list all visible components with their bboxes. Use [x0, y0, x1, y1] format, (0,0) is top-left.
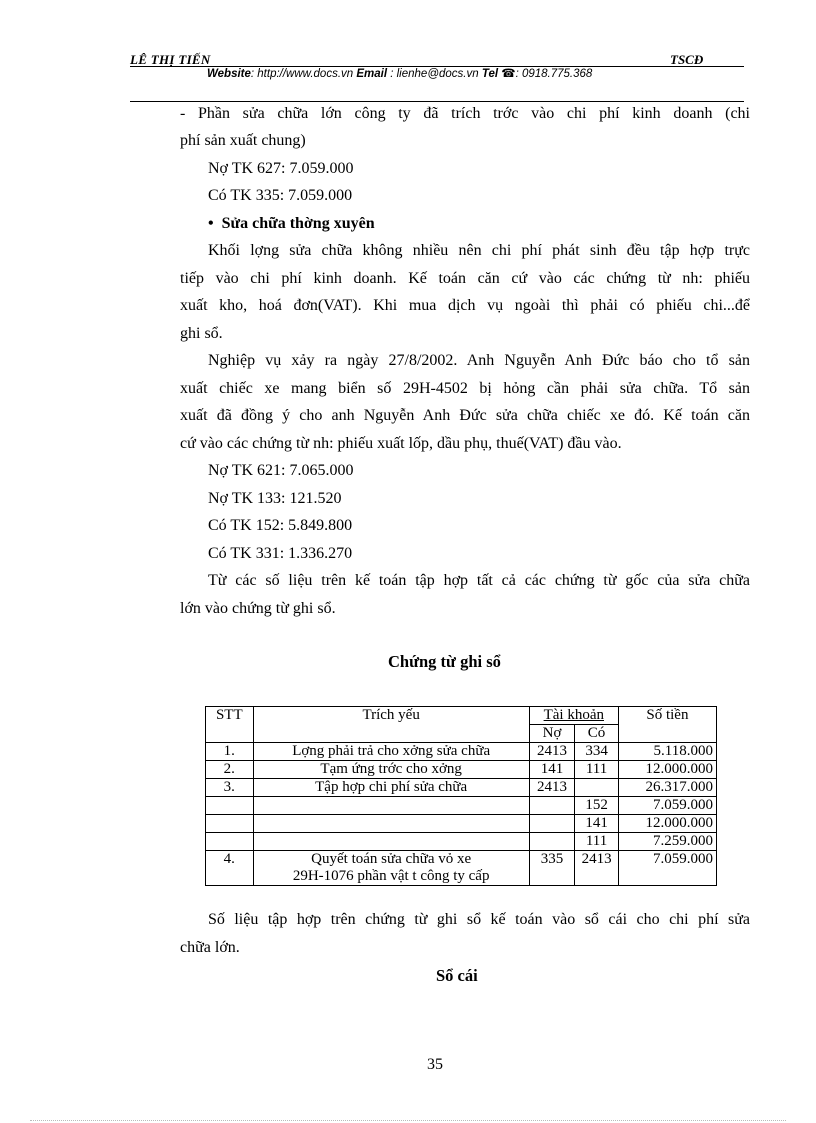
paragraph-line: tiếp vào chi phí kinh doanh. Kế toán căn cứ vào các chứng từ nh: phiếu: [180, 270, 750, 287]
cell-stt: [206, 833, 254, 851]
paragraph-line: cứ vào các chứng từ nh: phiếu xuất lốp, dầu phụ, thuế(VAT) đầu vào.: [180, 435, 622, 452]
cell-description: Tạm ứng trớc cho xởng: [253, 761, 529, 779]
section-title: Sửa chữa thờng xuyên: [221, 215, 375, 232]
paragraph-line: Nghiệp vụ xảy ra ngày 27/8/2002. Anh Nguyễn Anh Đức báo cho tổ sản: [208, 352, 750, 369]
cell-debit: [529, 797, 575, 815]
cell-credit: 111: [575, 761, 619, 779]
table-row: [206, 797, 717, 815]
cell-debit: 2413: [529, 779, 575, 797]
header-account: Tài khoản: [529, 707, 618, 725]
cell-amount: 12.000.000: [618, 761, 716, 779]
table-row: [206, 851, 717, 886]
header-amount: Số tiền: [618, 707, 716, 743]
header-author: LÊ THỊ TIẾN: [130, 52, 211, 67]
website-url[interactable]: : http://www.docs.vn: [250, 68, 354, 80]
cell-debit: 2413: [529, 743, 575, 761]
header-tag: TSCĐ: [670, 52, 704, 67]
page-bottom-border: [30, 1120, 786, 1121]
cell-description: Tập hợp chi phí sửa chữa: [253, 779, 529, 797]
cell-amount: 5.118.000: [618, 743, 716, 761]
header-contact: [207, 66, 592, 80]
table-row: [206, 779, 717, 797]
cell-stt: 1.: [206, 743, 254, 761]
cell-stt: 2.: [206, 761, 254, 779]
paragraph-line: lớn vào chứng từ ghi sổ.: [180, 600, 336, 617]
cell-debit: 335: [529, 851, 575, 886]
cell-credit: 111: [575, 833, 619, 851]
paragraph-line: Từ các số liệu trên kế toán tập hợp tất cả các chứng từ gốc của sửa chữa: [208, 572, 750, 589]
cell-debit: [529, 815, 575, 833]
phone-icon: ☎: [501, 68, 516, 80]
paragraph-line: ghi sổ.: [180, 325, 223, 342]
cell-stt: [206, 797, 254, 815]
cell-description: [253, 815, 529, 833]
header-stt: STT: [206, 707, 254, 743]
cell-amount: 12.000.000: [618, 815, 716, 833]
header-divider-bottom: [130, 101, 744, 102]
cell-amount: 26.317.000: [618, 779, 716, 797]
journal-entry: Nợ TK 627: 7.059.000: [208, 160, 354, 177]
journal-entry: Nợ TK 621: 7.065.000: [208, 462, 354, 479]
ledger-title: Sổ cái: [436, 966, 478, 985]
section-heading: [208, 214, 375, 234]
paragraph-line: xuất chiếc xe mang biển số 29H-4502 bị hỏng cần phải sửa chữa. Tổ sản: [180, 380, 750, 397]
cell-amount: 7.059.000: [618, 851, 716, 886]
tel-label: Tel: [481, 68, 499, 80]
cell-credit: 152: [575, 797, 619, 815]
journal-entry: Có TK 152: 5.849.800: [208, 517, 353, 534]
header-credit: Có: [575, 725, 619, 743]
cell-description: [253, 833, 529, 851]
journal-entry: Có TK 335: 7.059.000: [208, 187, 353, 204]
table-row: [206, 743, 717, 761]
cell-description-line: Quyết toán sửa chữa vỏ xe: [311, 851, 472, 867]
header-debit: Nợ: [529, 725, 575, 743]
cell-amount: 7.259.000: [618, 833, 716, 851]
cell-description-line: 29H-1076 phần vật t công ty cấp: [292, 868, 490, 884]
table-header-row: [206, 707, 717, 725]
cell-stt: 3.: [206, 779, 254, 797]
page-number: 35: [427, 1056, 443, 1073]
cell-debit: [529, 833, 575, 851]
journal-entry: Có TK 331: 1.336.270: [208, 545, 353, 562]
cell-debit: 141: [529, 761, 575, 779]
header-description: Trích yếu: [253, 707, 529, 743]
paragraph-line: phí sản xuất chung): [180, 132, 306, 149]
cell-description: [253, 851, 529, 886]
paragraph-line: chữa lớn.: [180, 939, 240, 956]
cell-stt: 4.: [206, 851, 254, 886]
cell-credit: [575, 779, 619, 797]
cell-amount: 7.059.000: [618, 797, 716, 815]
table-row: [206, 761, 717, 779]
journal-entry: Nợ TK 133: 121.520: [208, 490, 342, 507]
tel-number: : 0918.775.368: [515, 68, 593, 80]
email-address[interactable]: : lienhe@docs.vn: [387, 68, 479, 80]
bullet-icon: •: [208, 215, 214, 232]
paragraph-line: - Phần sửa chữa lớn công ty đã trích trớc vào chi phí kinh doanh (chi: [180, 105, 750, 122]
voucher-table: [205, 706, 717, 886]
table-title: Chứng từ ghi sổ: [388, 652, 501, 671]
website-label: Website: [207, 68, 251, 80]
cell-credit: 141: [575, 815, 619, 833]
cell-description: [253, 797, 529, 815]
cell-credit: 334: [575, 743, 619, 761]
email-label: Email: [356, 68, 388, 80]
table-row: [206, 815, 717, 833]
cell-stt: [206, 815, 254, 833]
table-row: [206, 833, 717, 851]
cell-credit: 2413: [575, 851, 619, 886]
paragraph-line: Số liệu tập hợp trên chứng từ ghi sổ kế toán vào sổ cái cho chi phí sửa: [208, 911, 750, 928]
paragraph-line: xuất đã đồng ý cho anh Nguyễn Anh Đức sửa chữa chiếc xe đó. Kế toán căn: [180, 407, 750, 424]
cell-description: Lợng phải trả cho xởng sửa chữa: [253, 743, 529, 761]
paragraph-line: xuất kho, hoá đơn(VAT). Khi mua dịch vụ ngoài thì phải có phiếu chi...để: [180, 297, 750, 314]
paragraph-line: Khối lợng sửa chữa không nhiều nên chi phí phát sinh đều tập hợp trực: [208, 242, 750, 259]
